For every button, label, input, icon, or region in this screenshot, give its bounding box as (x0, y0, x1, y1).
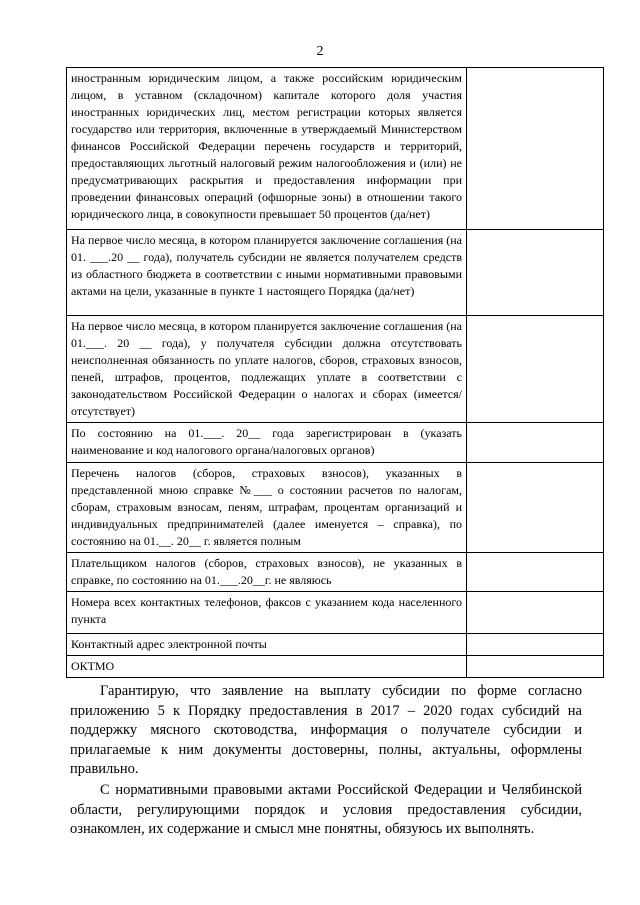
row-label-email: Контактный адрес электронной почты (67, 634, 467, 656)
guarantee-paragraph: Гарантирую, что заявление на выплату субсидии по форме согласно приложению 5 к Порядку предоставления в 2017 – 2020 годах субсидий на поддержку мясного скотоводства, информация о получателе субсидии и прилагаемые к ним документы достоверны, полны, актуальны, оформлены правильно. (70, 683, 582, 778)
row-value-offshore-share[interactable] (467, 68, 604, 230)
applicant-info-table (66, 67, 604, 678)
row-value-regional-budget[interactable] (467, 230, 604, 316)
closing-statement (70, 682, 582, 841)
table-row (67, 68, 604, 230)
table-row (67, 463, 604, 553)
row-value-tax-debt[interactable] (467, 316, 604, 423)
row-value-email[interactable] (467, 634, 604, 656)
row-value-phones[interactable] (467, 592, 604, 634)
table-row (67, 423, 604, 463)
row-label-offshore-share: иностранным юридическим лицом, а также российским юридическим лицом, в уставном (складочном) капитале которого доля участия иностранных юридических лиц, местом регистрации которых является государство или территория, включенные в утверждаемый Министерством финансов Российской Федерации перечень государств и территорий, предоставляющих льготный налоговый режим налогообложения и (или) не предусматривающих раскрытия и предоставления информации при проведении финансовых операций (офшорные зоны) в отношении такого юридического лица, в совокупности превышает 50 процентов (да/нет) (67, 68, 467, 230)
row-value-tax-authority[interactable] (467, 423, 604, 463)
row-value-tax-list[interactable] (467, 463, 604, 553)
row-label-tax-authority: По состоянию на 01.___. 20__ года зарегистрирован в (указать наименование и код налогового органа/налоговых органов) (67, 423, 467, 463)
table-row (67, 230, 604, 316)
row-label-oktmo: ОКТМО (67, 656, 467, 678)
row-label-tax-list: Перечень налогов (сборов, страховых взносов), указанных в представленной мною справке №___ о состоянии расчетов по налогам, сборам, страховым взносам, пеням, штрафам, процентам организаций и индивидуальных предпринимателей (далее именуется – справка), по состоянию на 01.__. 20__ г. является полным (67, 463, 467, 553)
page-number: 2 (316, 44, 324, 59)
table-row (67, 553, 604, 592)
row-label-tax-debt: На первое число месяца, в котором планируется заключение соглашения (на 01.___. 20 __ года), у получателя субсидии должна отсутствовать неисполненная обязанность по уплате налогов, сборов, страховых взносов, пеней, штрафов, процентов, подлежащих уплате в соответствии с законодательством Российской Федерации о налогах и сборах (имеется/отсутствует) (67, 316, 467, 423)
row-value-oktmo[interactable] (467, 656, 604, 678)
table-row (67, 634, 604, 656)
row-label-other-taxes: Плательщиком налогов (сборов, страховых взносов), не указанных в справке, по состоянию на 01.___.20__г. не являюсь (67, 553, 467, 592)
table-row (67, 316, 604, 423)
table-row (67, 656, 604, 678)
row-label-phones: Номера всех контактных телефонов, факсов с указанием кода населенного пункта (67, 592, 467, 634)
row-label-regional-budget: На первое число месяца, в котором планируется заключение соглашения (на 01. ___.20 __ года), получатель субсидии не является получателем средств из областного бюджета в соответствии с иными нормативными правовыми актами на цели, указанные в пункте 1 настоящего Порядка (да/нет) (67, 230, 467, 316)
table-row (67, 592, 604, 634)
row-value-other-taxes[interactable] (467, 553, 604, 592)
acknowledgement-paragraph: С нормативными правовыми актами Российской Федерации и Челябинской области, регулирующими порядок и условия предоставления субсидии, ознакомлен, их содержание и смысл мне понятны, обязуюсь их выполнять. (70, 781, 582, 838)
